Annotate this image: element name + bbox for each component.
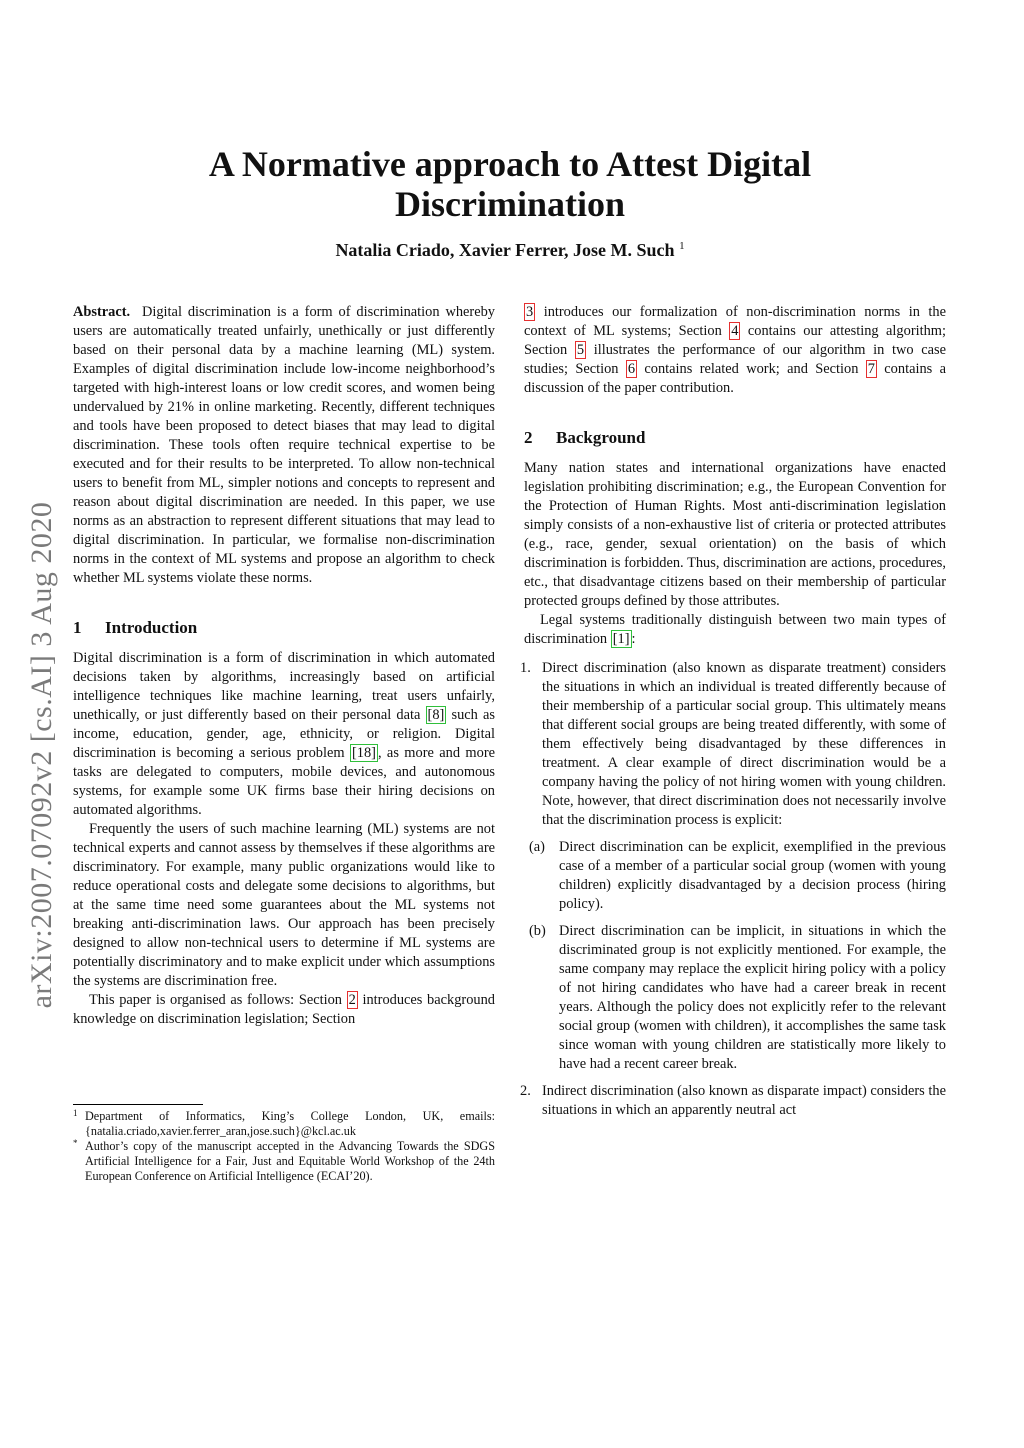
intro-text: Digital discrimination is a form of discrimination in which automated decisions taken by algorithms, increasingly based on artificial intelligence techniques like machine learning, treat users unfairly, unethically, or just differently based on their personal data	[73, 650, 495, 723]
right-column	[520, 303, 946, 1120]
section-number: 1	[73, 618, 82, 637]
section-title: Introduction	[105, 618, 198, 637]
background-text: :	[631, 631, 636, 647]
section-number: 2	[524, 428, 533, 447]
section-heading-introduction	[73, 618, 495, 637]
background-text: Legal systems traditionally distinguish between two main types of discrimination	[524, 612, 946, 647]
intro-text: contains related work; and Section	[637, 361, 866, 377]
intro-paragraph-2: Frequently the users of such machine learning (ML) systems are not technical experts and cannot assess by themselves if these algorithms are discriminatory. For example, many public organizations would like to reduce operational costs and delegate some decisions to algorithms, but at the same time need some guarantees about the ML systems not breaking anti-discrimination laws. Our approach has been precisely designed to allow non-technical users to determine if ML systems are potentially discriminatory and to make explicit under which assumptions the systems are discrimination free.	[73, 821, 495, 989]
left-column	[73, 303, 495, 1029]
list-item-text: Direct discrimination (also known as disparate treatment) considers the situations in which an individual is treated differently because of their membership of a particular social group. This ultimately means that different social groups are being treated differently, with some of them effectively being disadvantaged by these differences in treatment. A clear example of direct discrimination would be a company having the policy of not hiring women with young children. Note, however, that direct discrimination does not necessarily involve that the discrimination process is explicit:	[542, 660, 946, 828]
abstract-text: Digital discrimination is a form of discrimination whereby users are automatically treated unfairly, unethically or just differently based on their personal data by a machine learning (ML) system. Examples of digital discrimination include low-income neighborhood’s targeted with high-interest loans or low credit scores, and women being undervalued by 21% in online marketing. Recently, different techniques and tools have been proposed to detect biases that may lead to digital discrimination. These tools often require technical expertise to be executed and for their results to be interpreted. To allow non-technical users to benefit from ML, simpler notions and concepts to represent and reason about digital discrimination are needed. In this paper, we use norms as an abstraction to represent different situations that may lead to digital discrimination. In particular, we formalise non-discrimination norms in the context of ML systems and propose an algorithm to check whether ML systems violate these norms.	[73, 304, 495, 586]
background-paragraph-1: Many nation states and international organizations have enacted legislation prohibiting discrimination; e.g., the European Convention for the Protection of Human Rights. Most anti-discrimination legislation simply consists of a non-exhaustive list of criteria or protected attributes (e.g., race, gender, sexual orientation) on the basis of which discrimination is forbidden. Thus, discrimination are actions, procedures, etc., that disadvantage citizens based on their membership of particular protected groups defined by those attributes.	[524, 460, 946, 609]
authors	[100, 240, 920, 261]
citation-link[interactable]: [1]	[612, 631, 630, 647]
sublist-label: (b)	[529, 923, 546, 939]
intro-paragraph-1	[73, 649, 495, 820]
section-title: Background	[556, 428, 646, 447]
background-paragraph-2	[524, 611, 946, 649]
section-link[interactable]: 4	[731, 323, 739, 339]
author-names: Natalia Criado, Xavier Ferrer, Jose M. Such	[335, 240, 675, 260]
intro-paragraph-3-continued	[524, 303, 946, 398]
intro-text: contains our attesting algorithm; Section	[524, 323, 946, 358]
citation-link[interactable]: [18]	[351, 745, 376, 761]
footnote-affiliation	[73, 1109, 495, 1139]
intro-paragraph-3	[73, 991, 495, 1029]
sublist-item-implicit	[524, 922, 946, 1074]
section-link[interactable]: 2	[348, 992, 356, 1008]
footnote-text: Author’s copy of the manuscript accepted in the Advancing Towards the SDGS Artificial Intelligence for a Fair, Just and Equitable World Workshop of the 24th European Conference on Artificial Intelligence (ECAI’20).	[85, 1139, 495, 1183]
author-footnote-mark: 1	[679, 240, 685, 252]
section-link[interactable]: 5	[576, 342, 585, 358]
intro-text: contains a discussion of the paper contribution.	[524, 361, 946, 396]
footnote-rule	[73, 1104, 203, 1105]
abstract	[73, 303, 495, 588]
paper-title: A Normative approach to Attest Digital Discrimination	[208, 144, 812, 224]
list-item-text: Indirect discrimination (also known as disparate impact) considers the situations in which an apparently neutral act	[542, 1083, 946, 1118]
footnotes	[73, 1104, 495, 1184]
list-item-indirect-discrimination	[520, 1082, 946, 1120]
abstract-label: Abstract.	[73, 304, 131, 320]
intro-text: illustrates the performance of our algorithm in two case studies; Section	[524, 342, 946, 377]
sublist-item-text: Direct discrimination can be implicit, in situations in which the discriminated group is not explicitly mentioned. For example, the same company may replace the explicit hiring policy with a policy of not hiring candidates who have had a career break in recent years. Although the policy does not explicitly refer to the relevant social group (women with children), it accomplishes the same task since woman with young children are statistically more likely to have had a recent career break.	[559, 923, 946, 1072]
citation-link[interactable]: [8]	[427, 707, 445, 723]
footnote-copy-note	[73, 1139, 495, 1184]
section-link[interactable]: 3	[526, 304, 534, 320]
list-number: 1.	[520, 660, 531, 676]
arxiv-identifier: arXiv:2007.07092v2 [cs.AI] 3 Aug 2020	[25, 501, 58, 1009]
list-item-direct-discrimination	[520, 659, 946, 830]
sublist-item-explicit	[524, 838, 946, 914]
intro-text: , as more and more tasks are delegated to computers, mobile devices, and autonomous systems, for example some UK firms base their hiring decisions on automated algorithms.	[73, 745, 496, 818]
intro-text: This paper is organised as follows: Section	[89, 992, 347, 1008]
section-heading-background	[524, 428, 946, 447]
sublist-label: (a)	[529, 839, 545, 855]
section-link[interactable]: 6	[627, 361, 636, 377]
footnote-mark: 1	[73, 1108, 78, 1118]
intro-text: such as income, education, gender, age, ethnicity, or religion. Digital discrimination is becoming a serious problem	[73, 707, 495, 761]
sublist-item-text: Direct discrimination can be explicit, exemplified in the previous case of a member of a particular social group (women with young children) explicitly disadvantaged by a decision process (hiring policy).	[559, 839, 946, 912]
list-number: 2.	[520, 1083, 531, 1099]
intro-text: introduces background knowledge on discrimination legislation; Section	[73, 992, 495, 1027]
footnote-mark: *	[73, 1138, 78, 1148]
footnote-text: Department of Informatics, King’s College London, UK, emails: {natalia.criado,xavier.ferrer_aran,jose.such}@kcl.ac.uk	[85, 1109, 495, 1138]
intro-text: introduces our formalization of non-discrimination norms in the context of ML systems; Section	[524, 304, 946, 339]
section-link[interactable]: 7	[867, 361, 875, 377]
